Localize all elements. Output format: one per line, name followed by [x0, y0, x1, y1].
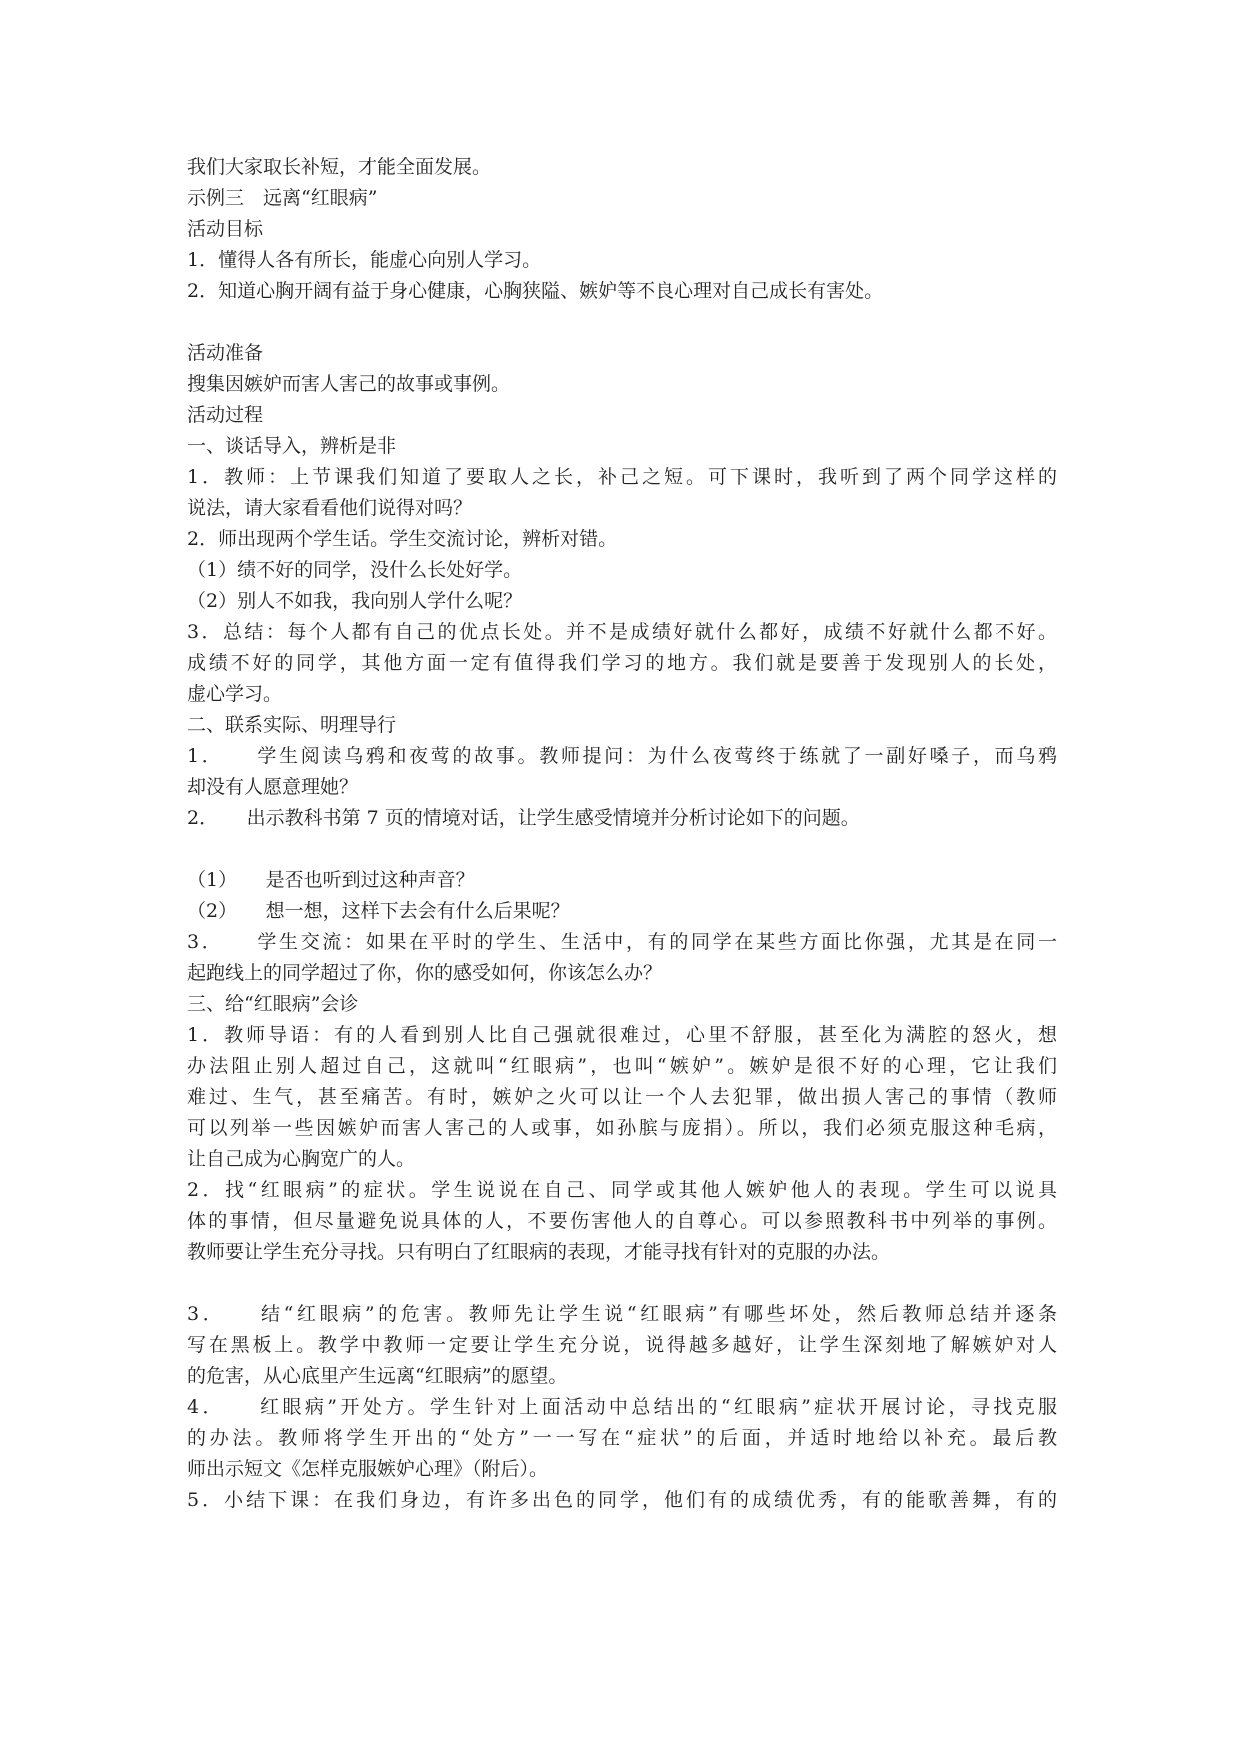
text-line: 2．知道心胸开阔有益于身心健康，心胸狭隘、嫉妒等不良心理对自己成长有害处。: [187, 280, 884, 302]
text-line: （1）绩不好的同学，没什么长处好学。: [187, 559, 523, 581]
text-line: 虚心学习。: [187, 683, 283, 705]
text-line: 难过、生气，甚至痛苦。有时，嫉妒之火可以让一个人去犯罪，做出损人害己的事情（教师: [187, 1086, 1057, 1108]
text-line: 写在黑板上。教学中教师一定要让学生充分说，说得越多越好，让学生深刻地了解嫉妒对人: [187, 1334, 1057, 1356]
text-line: （2） 想一想，这样下去会有什么后果呢？: [187, 900, 570, 922]
text-line: 体的事情，但尽量避免说具体的人，不要伤害他人的自尊心。可以参照教科书中列举的事例。: [187, 1210, 1057, 1232]
text-line: 5．小结下课：在我们身边，有许多出色的同学，他们有的成绩优秀，有的能歌善舞，有的: [187, 1489, 1057, 1511]
text-line: 成绩不好的同学，其他方面一定有值得我们学习的地方。我们就是要善于发现别人的长处，: [187, 652, 1057, 674]
text-line: 说法，请大家看看他们说得对吗？: [187, 497, 473, 519]
text-line: （1） 是否也听到过这种声音？: [187, 869, 475, 891]
text-line: 1．教师：上节课我们知道了要取人之长，补己之短。可下课时，我听到了两个同学这样的: [187, 466, 1057, 488]
text-line: 办法阻止别人超过自己，这就叫“红眼病”，也叫“嫉妒”。嫉妒是很不好的心理，它让我们: [187, 1055, 1057, 1077]
text-line: 4． 红眼病”开处方。学生针对上面活动中总结出的“红眼病”症状开展讨论，寻找克服: [187, 1396, 1057, 1418]
text-line: 起跑线上的同学超过了你，你的感受如何，你该怎么办？: [187, 962, 663, 984]
section-heading: 二、联系实际、明理导行: [187, 714, 397, 736]
text-line: 搜集因嫉妒而害人害己的故事或事例。: [187, 373, 511, 395]
text-line: 我们大家取长补短，才能全面发展。: [187, 156, 492, 178]
text-line: 可以列举一些因嫉妒而害人害己的人或事，如孙膑与庞捐）。所以，我们必须克服这种毛病，: [187, 1117, 1057, 1139]
text-line: 让自己成为心胸宽广的人。: [187, 1148, 416, 1170]
text-line: 1． 学生阅读乌鸦和夜莺的故事。教师提问：为什么夜莺终于练就了一副好嗓子，而乌鸦: [187, 745, 1057, 767]
blank-line: [187, 1268, 1057, 1299]
blank-line: [187, 307, 1057, 338]
section-heading: 三、给“红眼病”会诊: [187, 993, 359, 1015]
text-line: 3．总结：每个人都有自己的优点长处。并不是成绩好就什么都好，成绩不好就什么都不好。: [187, 621, 1057, 643]
text-line: 却没有人愿意理她？: [187, 776, 359, 798]
text-line: 1．教师导语：有的人看到别人比自己强就很难过，心里不舒服，甚至化为满腔的怒火，想: [187, 1024, 1057, 1046]
blank-line: [187, 834, 1057, 865]
text-line: 的危害，从心底里产生远离“红眼病”的愿望。: [187, 1365, 568, 1387]
text-line: 3． 结“红眼病”的危害。教师先让学生说“红眼病”有哪些坏处，然后教师总结并逐条: [187, 1303, 1057, 1325]
subheading: 活动过程: [187, 404, 264, 426]
subheading: 活动目标: [187, 218, 264, 240]
text-line: 2． 出示教科书第 7 页的情境对话，让学生感受情境并分析讨论如下的问题。: [187, 807, 860, 829]
text-line: 3． 学生交流：如果在平时的学生、生活中，有的同学在某些方面比你强，尤其是在同一: [187, 931, 1057, 953]
section-heading: 示例三 远离“红眼病”: [187, 187, 378, 209]
subheading: 活动准备: [187, 342, 264, 364]
text-line: 1．懂得人各有所长，能虚心向别人学习。: [187, 249, 542, 271]
text-line: 师出示短文《怎样克服嫉妒心理》（附后）。: [187, 1458, 549, 1480]
section-heading: 一、谈话导入，辨析是非: [187, 435, 397, 457]
text-line: 的办法。教师将学生开出的“处方”一一写在“症状”的后面，并适时地给以补充。最后教: [187, 1427, 1057, 1449]
text-line: 2．找“红眼病”的症状。学生说说在自己、同学或其他人嫉妒他人的表现。学生可以说具: [187, 1179, 1057, 1201]
text-line: 2．师出现两个学生话。学生交流讨论，辨析对错。: [187, 528, 618, 550]
text-line: 教师要让学生充分寻找。只有明白了红眼病的表现，才能寻找有针对的克服的办法。: [187, 1241, 891, 1263]
text-line: （2）别人不如我，我向别人学什么呢？: [187, 590, 523, 612]
document-body: [187, 152, 1057, 1516]
